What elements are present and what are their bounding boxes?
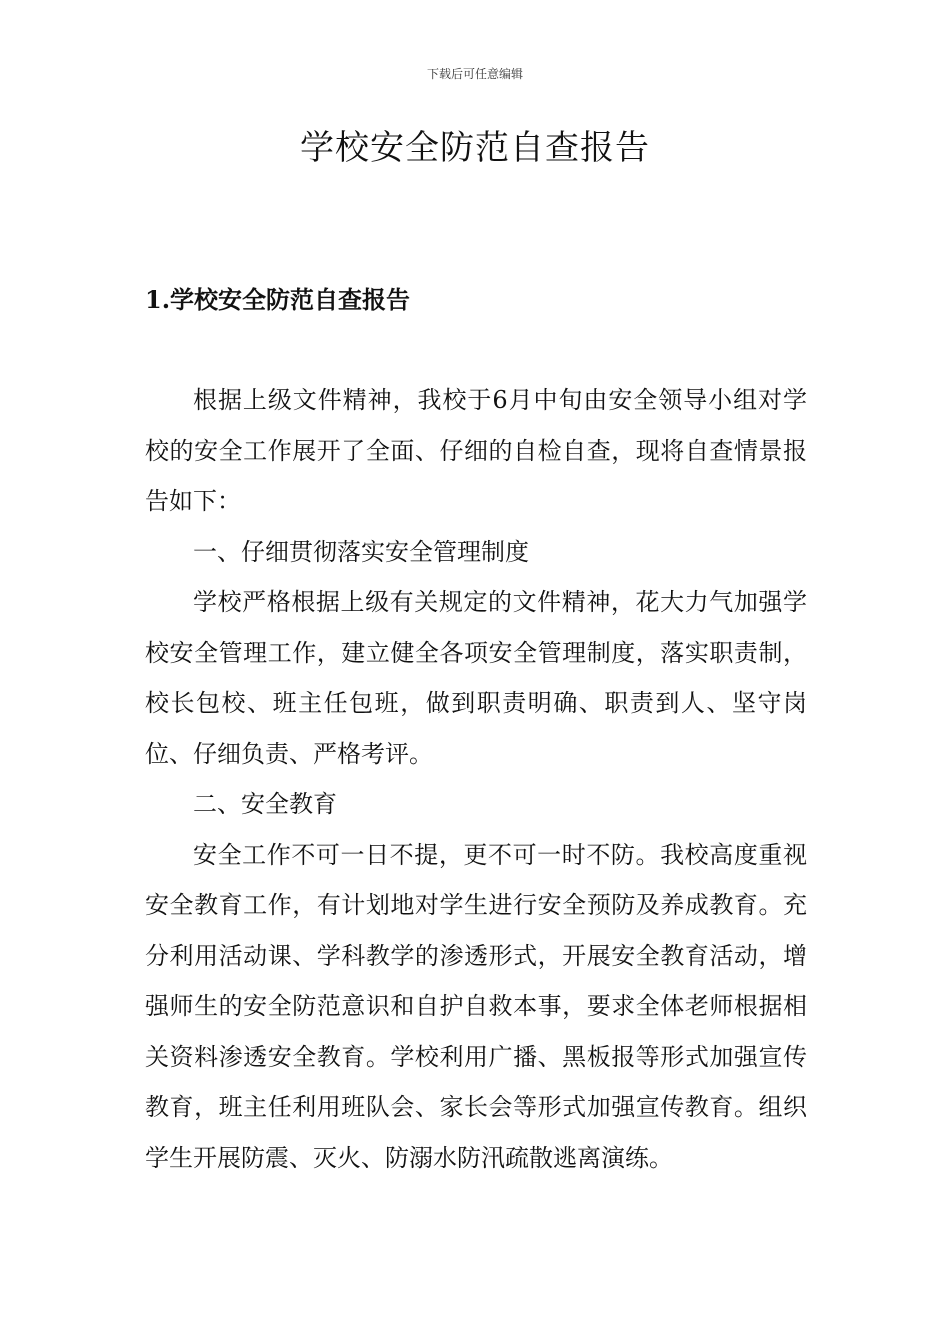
- section-heading: 1.学校安全防范自查报告: [145, 285, 411, 314]
- paragraph-intro: 根据上级文件精神，我校于6月中旬由安全领导小组对学校的安全工作展开了全面、仔细的自检自查，现将自查情景报告如下：: [145, 386, 807, 515]
- document-body: [145, 375, 807, 1183]
- subheading-safety-system: 一、仔细贯彻落实安全管理制度: [193, 537, 529, 566]
- header-note: 下载后可任意编辑: [426, 67, 523, 81]
- paragraph-safety-education: 安全工作不可一日不提，更不可一时不防。我校高度重视安全教育工作，有计划地对学生进行安全预防及养成教育。充分利用活动课、学科教学的渗透形式，开展安全教育活动，增强师生的安全防范意识和自护自救本事，要求全体老师根据相关资料渗透安全教育。学校利用广播、黑板报等形式加强宣传教育，班主任利用班队会、家长会等形式加强宣传教育。组织学生开展防震、灭火、防溺水防汛疏散逃离演练。: [145, 840, 807, 1172]
- document-title: 学校安全防范自查报告: [300, 128, 650, 168]
- paragraph-safety-system: 学校严格根据上级有关规定的文件精神，花大力气加强学校安全管理工作，建立健全各项安全管理制度，落实职责制，校长包校、班主任包班，做到职责明确、职责到人、坚守岗位、仔细负责、严格考评。: [145, 588, 807, 768]
- subheading-safety-education: 二、安全教育: [193, 790, 337, 818]
